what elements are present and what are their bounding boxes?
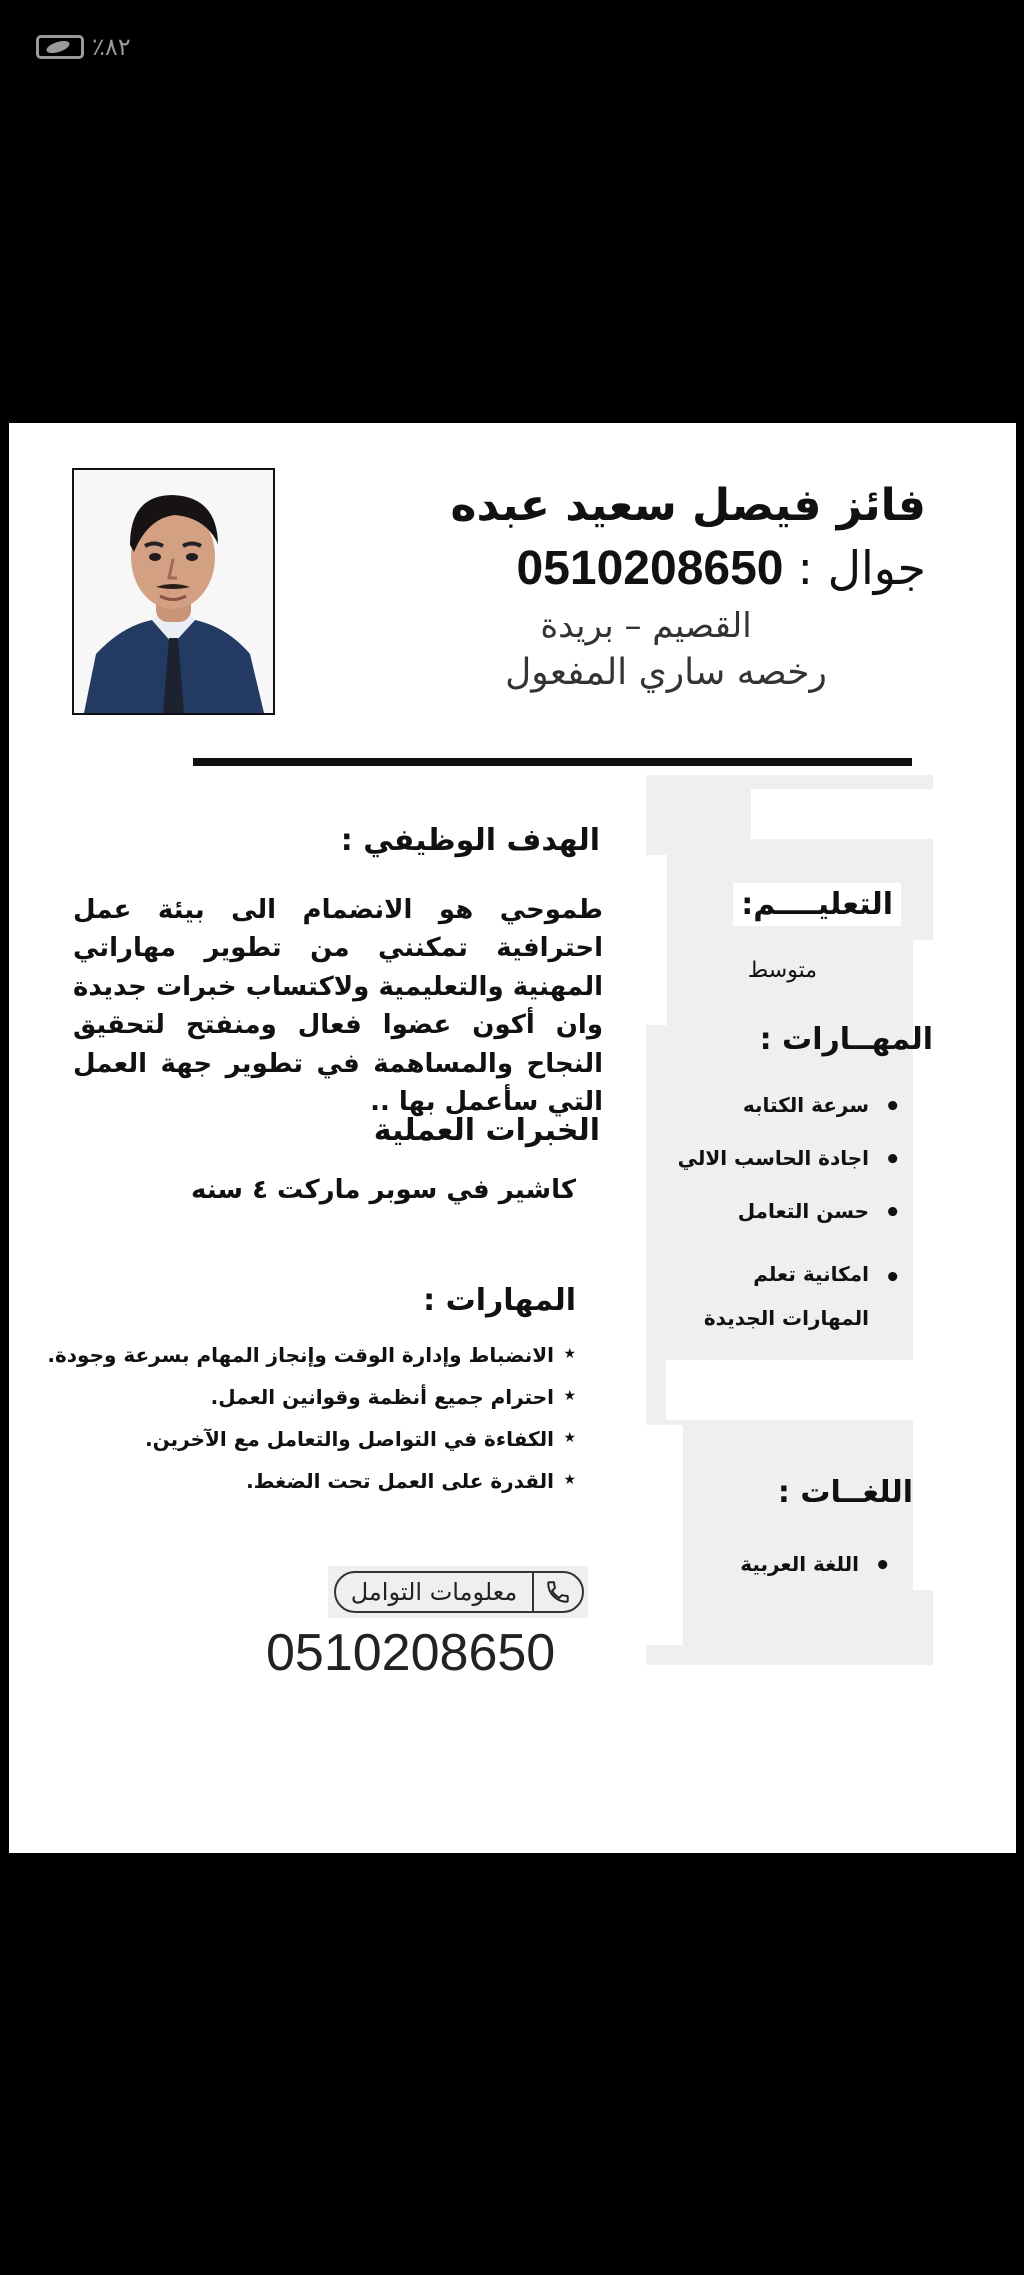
sidebar-skill-item: • حسن التعامل <box>671 1199 901 1224</box>
battery-text: ٪٨٢ <box>92 33 131 61</box>
experience-title: الخبرات العملية <box>373 1113 600 1148</box>
experience-line: كاشير في سوبر ماركت ٤ سنه <box>191 1175 576 1205</box>
skills-list <box>47 1343 576 1511</box>
languages-title: اللغــات : <box>777 1475 913 1510</box>
phone-icon <box>532 1571 582 1613</box>
education-title: التعليــــم: <box>733 883 901 926</box>
skill-item: ★ احترام جميع أنظمة وقوانين العمل. <box>47 1385 576 1409</box>
sidebar-skill-item: • اجادة الحاسب الالي <box>671 1146 901 1171</box>
sidebar-skills-title: المهــارات : <box>759 1022 933 1057</box>
objective-title: الهدف الوظيفي : <box>340 823 600 858</box>
sidebar-skill-item: • امكانية تعلم المهارات الجديدة <box>671 1252 901 1340</box>
phone-line <box>406 541 926 596</box>
resume-page <box>9 423 1016 1853</box>
header-block <box>406 478 926 693</box>
languages-list <box>740 1552 891 1605</box>
language-item: • اللغة العربية <box>740 1552 891 1577</box>
objective-text: طموحي هو الانضمام الى بيئة عمل احترافية تمكنني من تطوير مهاراتي المهنية والتعليمية ولاكتساب خبرات جديدة وان أكون عضوا فعال ومنفتح لتحقيق النجاح والمساهمة في تطوير جهة العمل التي سأعمل بها .. <box>73 895 603 1118</box>
contact-pill <box>328 1566 588 1618</box>
phone-label: جوال : <box>797 541 926 595</box>
profile-photo <box>72 468 275 715</box>
contact-label: معلومات التوامل <box>350 1578 518 1606</box>
sidebar-skill-item: • سرعة الكتابه <box>671 1093 901 1118</box>
person-name: فائز فيصل سعيد عبده <box>450 480 926 531</box>
header-divider <box>193 758 912 766</box>
license-status: رخصه ساري المفعول <box>505 652 827 694</box>
sidebar-white-patch <box>646 855 667 1025</box>
location: القصيم – بريدة <box>540 606 752 647</box>
battery-icon <box>36 35 84 59</box>
status-bar <box>36 30 131 64</box>
sidebar-white-patch <box>666 1360 913 1420</box>
phone-icon-svg <box>545 1579 571 1605</box>
sidebar-white-patch <box>646 1425 683 1645</box>
skill-item: ★ القدرة على العمل تحت الضغط. <box>47 1469 576 1493</box>
contact-number: 0510208650 <box>266 1624 556 1682</box>
skills-title: المهارات : <box>423 1283 576 1318</box>
skill-item: ★ الانضباط وإدارة الوقت وإنجاز المهام بسرعة وجودة. <box>47 1343 576 1367</box>
sidebar-white-patch <box>751 789 933 839</box>
phone-number: 0510208650 <box>516 542 784 595</box>
sidebar-skills-list <box>671 1093 901 1368</box>
contact-pill-border <box>334 1571 584 1613</box>
sidebar-panel <box>646 775 933 1665</box>
person-photo-icon <box>74 470 273 713</box>
education-value: متوسط <box>747 958 817 983</box>
skill-item: ★ الكفاءة في التواصل والتعامل مع الآخرين. <box>47 1427 576 1451</box>
